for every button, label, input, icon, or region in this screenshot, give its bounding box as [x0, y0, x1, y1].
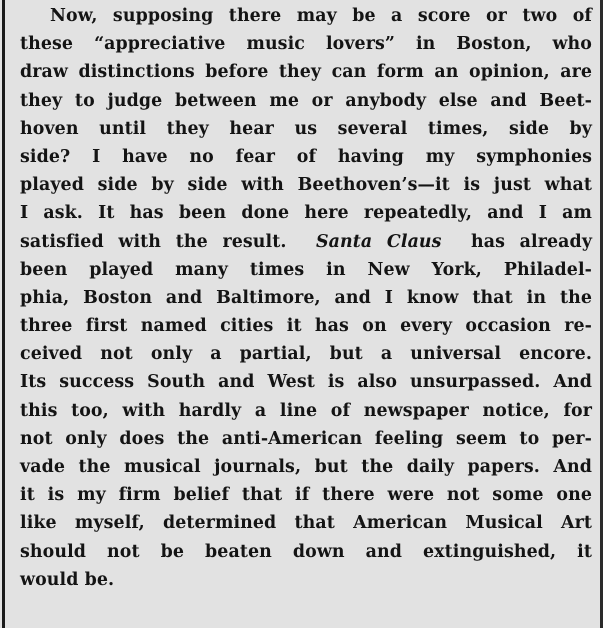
text-line: side? I have no fear of having my symphonies: [20, 146, 592, 167]
text-line: these “appreciative music lovers” in Boston, who: [20, 34, 592, 55]
text-line: like myself, determined that American Musical Art: [20, 513, 592, 534]
text-line: I ask. It has been done here repeatedly, and I am: [20, 203, 592, 224]
text-line: draw distinctions before they can form an opinion, are: [20, 62, 592, 83]
work-title-santa-claus: Santa Claus: [315, 231, 442, 252]
text-line-with-title: [20, 228, 592, 256]
text-segment: satisfied with the result.: [20, 231, 287, 252]
text-line: they to judge between me or anybody else and Beet-: [20, 90, 592, 111]
text-line: it is my firm belief that if there were not some one: [20, 485, 592, 506]
text-line: should not be beaten down and extinguished, it: [20, 541, 592, 562]
text-line: hoven until they hear us several times, side by: [20, 118, 592, 139]
text-line: Now, supposing there may be a score or two of: [50, 6, 592, 26]
text-segment: has already: [470, 231, 593, 252]
text-line: phia, Boston and Baltimore, and I know that in the: [20, 287, 592, 308]
column-rule-left: [2, 0, 5, 628]
text-line-final: would be.: [20, 569, 115, 590]
text-line: this too, with hardly a line of newspaper notice, for: [20, 400, 592, 421]
article-column: [20, 2, 592, 594]
text-line: been played many times in New York, Philadel-: [20, 259, 592, 280]
text-line: ceived not only a partial, but a universal encore.: [20, 344, 592, 365]
text-line: Its success South and West is also unsurpassed. And: [20, 372, 592, 393]
text-line: vade the musical journals, but the daily papers. And: [20, 457, 592, 477]
text-line: played side by side with Beethoven’s—it is just what: [20, 175, 592, 196]
text-line: not only does the anti-American feeling seem to per-: [20, 428, 592, 449]
text-line: three first named cities it has on every occasion re-: [20, 316, 592, 337]
